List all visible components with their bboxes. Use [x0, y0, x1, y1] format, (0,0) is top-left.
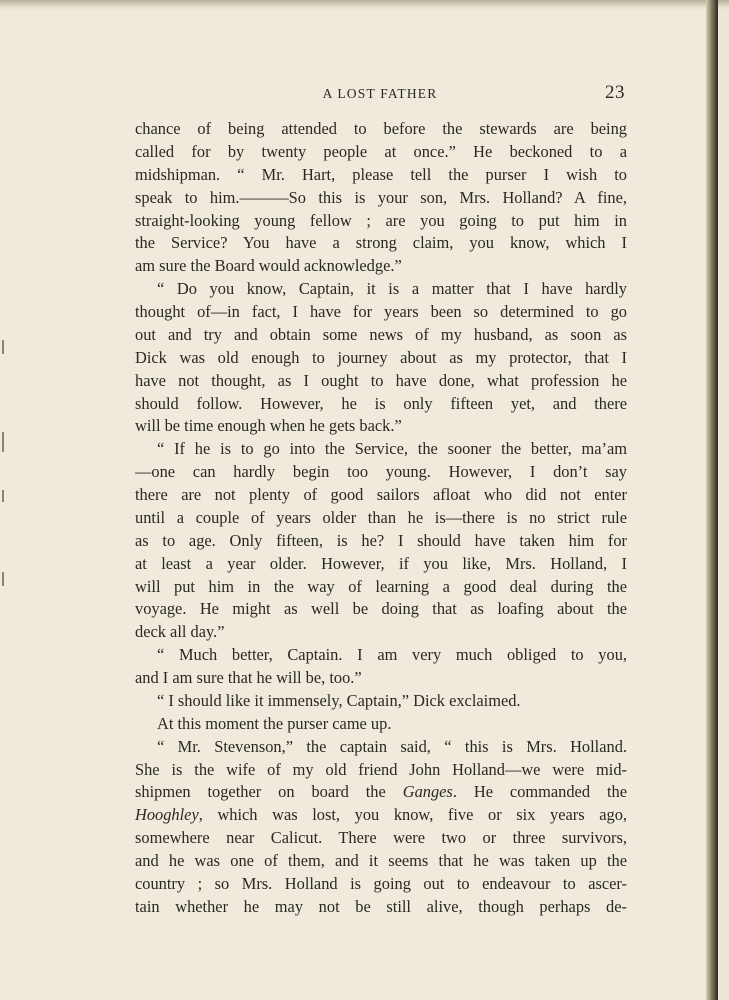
- body-text: [135, 118, 627, 919]
- text-line: Dick was old enough to journey about as my protector, that I: [135, 347, 627, 367]
- text-line: tain whether he may not be still alive, though perhaps de-: [135, 896, 627, 916]
- text-line: until a couple of years older than he is—there is no strict rule: [135, 507, 627, 527]
- text-line: speak to him.———So this is your son, Mrs. Holland? A fine,: [135, 187, 627, 207]
- text-segment: shipmen together on board the: [135, 782, 403, 802]
- text-line: “ Much better, Captain. I am very much obliged to you,: [157, 645, 627, 665]
- text-line: will be time enough when he gets back.”: [135, 416, 402, 436]
- text-line: out and try and obtain some news of my husband, as soon as: [135, 324, 627, 344]
- text-line: am sure the Board would acknowledge.”: [135, 256, 402, 276]
- text-line: and he was one of them, and it seems that he was taken up the: [135, 851, 627, 870]
- page-header: [135, 82, 625, 106]
- text-line: —one can hardly begin too young. However, I don’t say: [135, 462, 627, 482]
- text-line: “ Mr. Stevenson,” the captain said, “ this is Mrs. Holland.: [157, 736, 627, 756]
- text-line: will put him in the way of learning a good deal during the: [135, 576, 627, 596]
- text-segment: . He commanded the: [452, 782, 627, 802]
- text-line: midshipman. “ Mr. Hart, please tell the purser I wish to: [135, 164, 627, 184]
- text-line: called for by twenty people at once.” He beckoned to a: [135, 141, 627, 161]
- italic-ship-name: Hooghley: [135, 805, 199, 825]
- text-line: as to age. Only fifteen, is he? I should have taken him for: [135, 530, 627, 550]
- running-title: A LOST FATHER: [322, 86, 438, 101]
- gutter-marks: [2, 340, 6, 600]
- text-segment: , which was lost, you know, five or six years ago,: [198, 805, 627, 825]
- text-line: “ I should like it immensely, Captain,” Dick exclaimed.: [157, 690, 521, 710]
- text-line: should follow. However, he is only fifteen yet, and there: [135, 393, 627, 413]
- text-line: thought of—in fact, I have for years been so determined to go: [135, 302, 627, 321]
- text-line: there are not plenty of good sailors afloat who did not enter: [135, 485, 627, 504]
- text-line: “ Do you know, Captain, it is a matter that I have hardly: [157, 279, 627, 299]
- text-line: She is the wife of my old friend John Holland—we were mid-: [135, 759, 627, 779]
- text-line: [135, 781, 627, 804]
- text-line: the Service? You have a strong claim, you know, which I: [135, 233, 627, 253]
- italic-ship-name: Ganges: [402, 782, 453, 802]
- text-line: at least a year older. However, if you like, Mrs. Holland, I: [135, 553, 627, 573]
- text-line: country ; so Mrs. Holland is going out to endeavour to ascer-: [135, 873, 627, 893]
- text-line: [135, 804, 627, 827]
- text-line: voyage. He might as well be doing that as loafing about the: [135, 599, 627, 619]
- page-number: 23: [605, 82, 625, 103]
- text-line: “ If he is to go into the Service, the sooner the better, ma’am: [157, 439, 627, 459]
- text-line: deck all day.”: [135, 622, 225, 642]
- text-line: At this moment the purser came up.: [157, 713, 392, 733]
- text-line: straight-looking young fellow ; are you going to put him in: [135, 210, 627, 230]
- page-top-edge: [0, 0, 729, 10]
- text-line: chance of being attended to before the stewards are being: [135, 119, 627, 138]
- text-line: have not thought, as I ought to have done, what profession he: [135, 370, 627, 390]
- text-line: and I am sure that he will be, too.”: [135, 668, 362, 687]
- binding-shadow: [706, 0, 718, 1000]
- text-line: somewhere near Calicut. There were two or three survivors,: [135, 828, 627, 848]
